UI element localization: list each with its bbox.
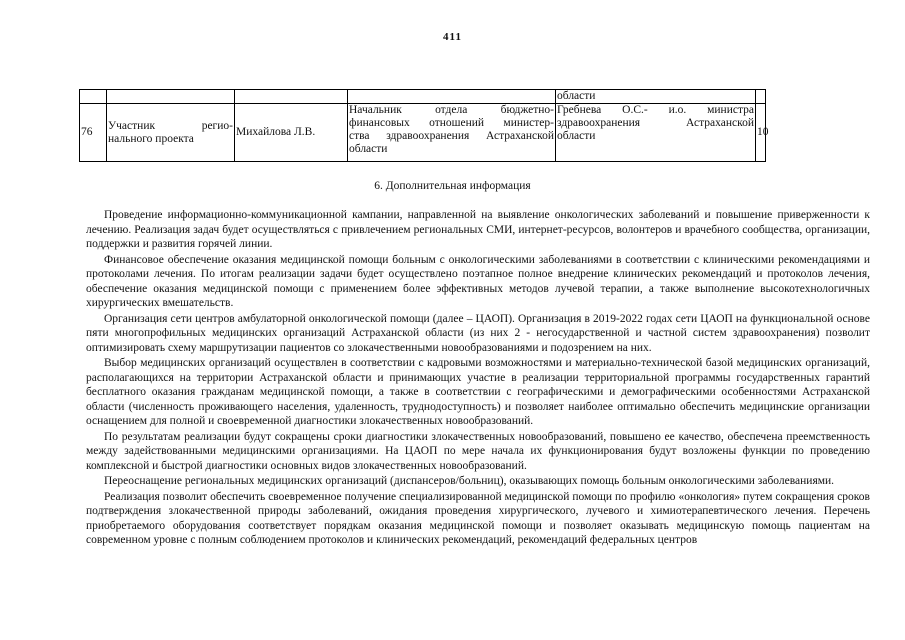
paragraph: Реализация позволит обеспечить своевременное получение специализированной медицинской помощи по профилю «онкология» путем сокращения сроков подтверждения злокачественной природы заболеваний, ожидания проведения хирургического, лучевого и химиотерапевтического лечения. Перечень приобретаемого оборудования соответствует порядкам оказания медицинской помощи и позволяет оказывать медицинскую помощь пациентам на современном уровне с полным соблюдением протоколов и клинических рекомендаций, рекомендаций федеральных центров (86, 490, 870, 546)
role-cell (107, 104, 235, 162)
supervisor-text: Гребнева О.С.- и.о. министра (557, 104, 754, 116)
project-participants-table (79, 89, 769, 162)
table-cell (107, 90, 235, 104)
paragraph: Проведение информационно-коммуникационной кампании, направленной на выявление онкологических заболеваний и повышение приверженности к лечению. Реализация задач будет осуществляться с привлечением региональных СМИ, интернет-ресурсов, волонтеров и врачебного сообщества, организации, поддержки и развития горячей линии. (86, 209, 870, 250)
table-cell (756, 90, 766, 104)
table-cell: области (556, 90, 756, 104)
table-row (80, 104, 766, 162)
position-cell (348, 104, 556, 162)
body-text (86, 208, 870, 549)
paragraph: Переоснащение региональных медицинских организаций (диспансеров/больниц), оказывающих помощь больным онкологическими заболеваниями. (104, 475, 835, 487)
position-text: области (349, 143, 388, 155)
paragraph: Выбор медицинских организаций осуществлен в соответствии с кадровыми возможностями и материально-технической базой медицинских организаций, располагающихся на территории Астраханской области и принимающих участие в реализации территориальной программы государственных гарантий бесплатного оказания гражданам медицинской помощи, а также в соответствии с географическими и демографическими особенностями Астраханской области (численность проживающего населения, удаленность, труднодоступность) и позволяет наиболее оптимально обеспечить медицинские организации оснащением для полной и своевременной диагностики злокачественных новообразований. (86, 357, 870, 427)
role-text: регио- (201, 119, 233, 132)
section-title: 6. Дополнительная информация (374, 180, 531, 192)
page-number: 411 (443, 31, 462, 43)
table-cell (235, 90, 348, 104)
paragraph: Организация сети центров амбулаторной онкологической помощи (далее – ЦАОП). Организация в 2019-2022 годах сети ЦАОП на функциональной основе пяти многопрофильных медицинских организаций Астраханской области (из них 2 - негосударственной и частной систем здравоохранения) позволит оптимизировать схему маршрутизации пациентов со злокачественными новообразованиями и подозрением на них. (86, 312, 870, 354)
position-text: финансовых отношений министер- (349, 117, 554, 129)
role-text: нального проекта (108, 132, 194, 145)
position-text: ства здравоохранения Астраханской (349, 130, 554, 142)
supervisor-text: здравоохранения Астраханской (557, 117, 754, 129)
name-cell: Михайлова Л.В. (235, 104, 348, 162)
table-cell (348, 90, 556, 104)
paragraph: По результатам реализации будут сокращены сроки диагностики злокачественных новообразований, повышено ее качество, обеспечена преемственность между задействованными медицинскими организациями. На ЦАОП по мере начала их функционирования будут возложены функции по проведению комплексной и быстрой диагностики основных видов злокачественных новообразований. (86, 430, 870, 472)
row-number-cell: 76 (80, 104, 107, 162)
paragraph: Финансовое обеспечение оказания медицинской помощи больным с онкологическими заболеваниями в соответствии с клиническими рекомендациями и протоколами лечения. По итогам реализации задачи будет осуществлено поэтапное полное внедрение клинических рекомендаций и протоколов лечения, обеспечение оказания медицинской помощи с применением более эффективных методов лучевой терапии, а также выполнение высокотехнологичных хирургических вмешательств. (86, 253, 870, 309)
table-cell (80, 90, 107, 104)
supervisor-cell (556, 104, 756, 162)
supervisor-text: области (557, 130, 596, 142)
table-row (80, 90, 766, 104)
position-text: Начальник отдела бюджетно- (349, 104, 554, 116)
percent-cell: 10 (756, 104, 766, 162)
role-text: Участник (108, 119, 156, 132)
